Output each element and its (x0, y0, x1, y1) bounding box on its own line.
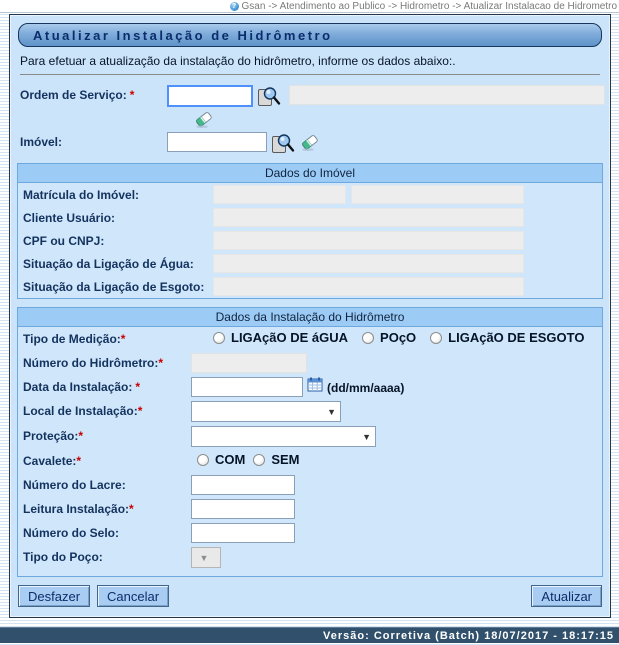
version-bar (0, 627, 619, 643)
cliente-usuario-value (213, 208, 524, 227)
leitura-instalacao-label: Leitura Instalação:* (23, 502, 134, 516)
required-marker: * (158, 356, 164, 370)
numero-selo-row (18, 521, 602, 545)
page-title: Atualizar Instalação de Hidrômetro (18, 23, 602, 47)
table-row (18, 183, 602, 206)
tipo-poco-label: Tipo do Poço: (23, 550, 103, 564)
search-icon[interactable] (271, 132, 295, 155)
service-order-clear-row (193, 109, 610, 130)
tipo-medicao-row (18, 327, 602, 351)
property-input[interactable] (167, 132, 267, 152)
protecao-label: Proteção:* (23, 429, 84, 443)
undo-button[interactable]: Desfazer (18, 585, 90, 607)
main-window (9, 14, 611, 618)
protecao-row (18, 424, 602, 449)
numero-lacre-label: Número do Lacre: (23, 478, 126, 492)
installation-panel-title: Dados da Instalação do Hidrômetro (18, 308, 602, 327)
calendar-icon[interactable] (307, 377, 323, 392)
radio-label: LIGAçãO DE ESGOTO (448, 330, 585, 345)
table-row (18, 252, 602, 275)
radio-poco[interactable] (362, 332, 374, 344)
table-row (18, 275, 602, 298)
numero-hidrometro-label: Número do Hidrômetro:* (23, 356, 164, 370)
radio-label: SEM (271, 452, 300, 467)
date-format-hint: (dd/mm/aaaa) (327, 381, 405, 395)
property-label: Imóvel: (20, 135, 63, 149)
search-icon[interactable] (257, 85, 281, 108)
page-description: Para efetuar a atualização da instalação do hidrômetro, informe os dados abaixo:. (20, 54, 456, 68)
required-marker: * (129, 88, 135, 102)
radio-ligacao-agua[interactable] (213, 332, 225, 344)
protecao-select[interactable] (191, 426, 376, 447)
local-instalacao-row (18, 399, 602, 424)
required-marker: * (135, 380, 141, 394)
radio-label: LIGAçãO DE áGUA (231, 330, 349, 345)
required-marker: * (137, 404, 143, 418)
data-instalacao-input[interactable] (191, 377, 303, 397)
row-label: Matrícula do Imóvel: (23, 188, 140, 202)
help-icon[interactable]: ? (230, 2, 239, 11)
numero-selo-input[interactable] (191, 523, 295, 543)
tipo-medicao-options (213, 329, 598, 345)
radio-ligacao-esgoto[interactable] (430, 332, 442, 344)
situacao-agua-value (213, 254, 524, 273)
service-order-input[interactable] (167, 85, 253, 107)
row-label: CPF ou CNPJ: (23, 234, 105, 248)
cpf-cnpj-value (213, 231, 524, 250)
numero-hidrometro-field (191, 353, 307, 373)
eraser-icon[interactable] (299, 132, 320, 152)
service-order-row (10, 85, 610, 108)
required-marker: * (120, 332, 126, 346)
numero-hidrometro-row (18, 351, 602, 375)
row-label: Situação da Ligação de Água: (23, 257, 194, 271)
situacao-esgoto-value (213, 277, 524, 296)
property-panel-title: Dados do Imóvel (18, 164, 602, 183)
tipo-medicao-label: Tipo de Medição:* (23, 332, 126, 346)
tipo-poco-select[interactable] (191, 547, 221, 568)
installation-data-panel (17, 307, 603, 577)
property-data-panel (17, 163, 603, 299)
matricula-value-2 (351, 185, 524, 204)
required-marker: * (76, 454, 82, 468)
leitura-instalacao-input[interactable] (191, 499, 295, 519)
cancel-button[interactable]: Cancelar (97, 585, 169, 607)
table-row (18, 206, 602, 229)
divider (20, 74, 600, 75)
cavalete-row (18, 449, 602, 473)
action-bar (18, 585, 602, 607)
numero-lacre-input[interactable] (191, 475, 295, 495)
breadcrumb (0, 0, 619, 13)
chevron-down-icon: ▼ (199, 552, 209, 563)
required-marker: * (78, 429, 84, 443)
leitura-instalacao-row (18, 497, 602, 521)
chevron-down-icon: ▼ (327, 406, 336, 417)
update-button[interactable]: Atualizar (531, 585, 602, 607)
service-order-description-field (289, 85, 605, 105)
property-row (10, 132, 610, 155)
radio-com[interactable] (197, 454, 209, 466)
numero-selo-label: Número do Selo: (23, 526, 120, 540)
radio-sem[interactable] (253, 454, 265, 466)
local-instalacao-label: Local de Instalação:* (23, 404, 143, 418)
radio-label: COM (215, 452, 246, 467)
table-row (18, 229, 602, 252)
data-instalacao-row (18, 375, 602, 399)
chevron-down-icon: ▼ (362, 431, 371, 442)
breadcrumb-trail: Gsan -> Atendimento ao Publico -> Hidrometro -> Atualizar Instalacao de Hidrometro (241, 0, 617, 12)
required-marker: * (129, 502, 134, 516)
local-instalacao-select[interactable] (191, 401, 341, 422)
data-instalacao-label: Data da Instalação: * (23, 380, 141, 394)
eraser-icon[interactable] (193, 109, 610, 129)
service-order-label: Ordem de Serviço: * (20, 88, 135, 102)
cavalete-label: Cavalete:* (23, 454, 82, 468)
row-label: Situação da Ligação de Esgoto: (23, 280, 205, 294)
tipo-poco-row (18, 545, 602, 570)
version-text: Versão: Corretiva (Batch) 18/07/2017 - 18:17:15 (323, 629, 614, 642)
row-label: Cliente Usuário: (23, 211, 116, 225)
cavalete-options (197, 451, 314, 467)
matricula-value-1 (213, 185, 346, 204)
numero-lacre-row (18, 473, 602, 497)
radio-label: POçO (380, 330, 417, 345)
